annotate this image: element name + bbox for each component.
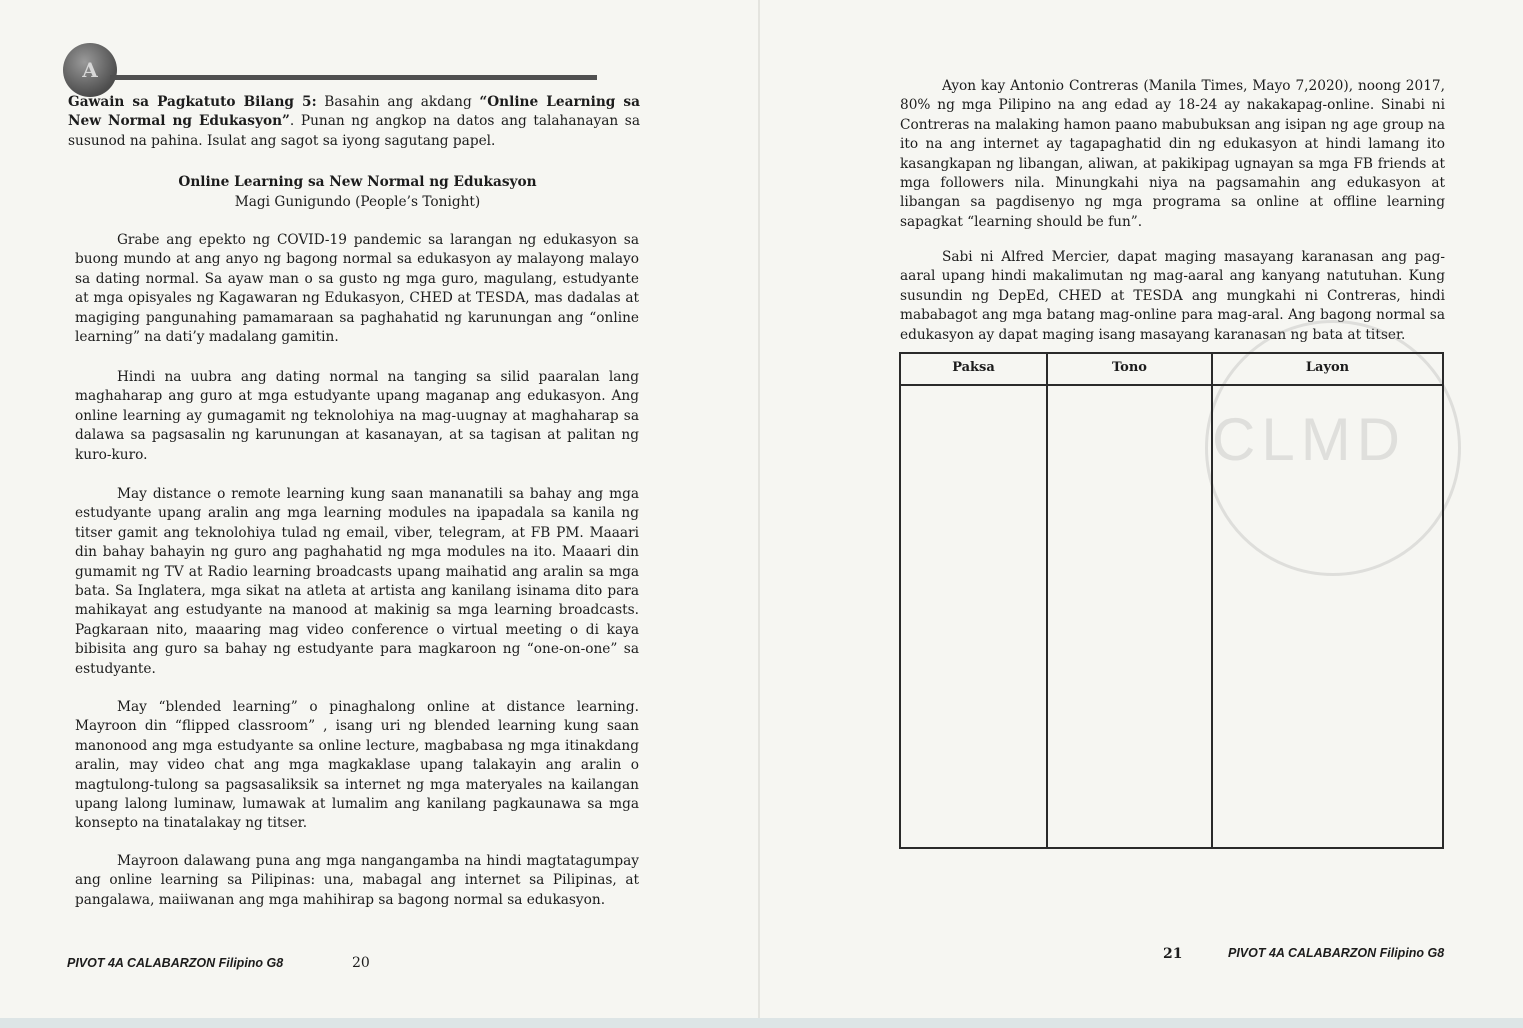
article-paragraph-4: May “blended learning” o pinaghalong online at distance learning. Mayroon din “flipped classroom” , isang uri ng blended learning kung saan manonood ang mga estudyante sa online lecture, magbabasa ng mga itinakdang aralin, may video chat ang mga magkaklase upang talakayin ang aralin o magtulong-tulong sa pagsasaliksik sa internet ng mga materyales na kailangan upang lalong luminaw, lumawak at lumalim ang kanilang pagkaunawa sa mga konsepto na tinatalakay ng titser. xyxy=(75,699,639,832)
page-bottom-edge xyxy=(0,1018,1523,1028)
answer-table xyxy=(899,352,1444,849)
right-footer-label: PIVOT 4A CALABARZON Filipino G8 xyxy=(1228,946,1445,960)
clmd-watermark-text: CLMD xyxy=(1212,406,1407,473)
right-paragraph-1: Ayon kay Antonio Contreras (Manila Times, Mayo 7,2020), noong 2017, 80% ng mga Pilipino na ang edad ay 18-24 ay nakakapag-online. Sinabi ni Contreras na malaking hamon paano mabubuksan ang isipan ng age group na ito na ang internet ay tagapaghatid din ng edukasyon at hindi lamang ito kasangkapan ng libangan, aliwan, at pakikipag ugnayan sa mga FB friends at mga followers nila. Minungkahi niya na pagsamahin ang edukasyon at libangan sa pagdisenyo ng mga programa sa online at offline learning sapagkat “learning should be fun”. xyxy=(900,78,1445,230)
table-column-divider xyxy=(1046,354,1048,847)
article-paragraph-5: Mayroon dalawang puna ang mga nangangamba na hindi magtatagumpay ang online learning sa Pilipinas: una, mabagal ang internet sa Pilipinas, at pangalawa, maiiwanan ang mga mahihirap sa bagong normal sa edukasyon. xyxy=(75,853,639,908)
article-title: Online Learning sa New Normal ng Edukasyon xyxy=(178,174,537,190)
table-header-layon: Layon xyxy=(1305,360,1350,375)
right-page-number: 21 xyxy=(1163,946,1183,962)
left-page-number: 20 xyxy=(352,955,370,971)
table-cell-paksa[interactable] xyxy=(903,388,1044,845)
section-letter-badge xyxy=(63,43,117,97)
article-author: Magi Gunigundo (People’s Tonight) xyxy=(234,194,481,210)
article-paragraph-3: May distance o remote learning kung saan mananatili sa bahay ang mga estudyante upang aralin ang mga learning modules na ipapadala sa kanila ng titser gamit ang teknolohiya tulad ng email, viber, telegram, at FB PM. Maaari din bahay bahayin ng guro ang paghahatid ng mga modules na ito. Maaari din gumamit ng TV at Radio learning broadcasts upang maihatid ang aralin sa mga bata. Sa Inglatera, mga sikat na atleta at artista ang kanilang isinama dito para mahikayat ang estudyante na manood at makinig sa mga learning broadcasts. Pagkaraan nito, maaaring mag video conference o virtual meeting o di kaya bibisita ang guro sa bahay ng estudyante para magkaroon ng “one-on-one” sa estudyante. xyxy=(75,486,639,677)
article-paragraph-2: Hindi na uubra ang dating normal na tanging sa silid paaralan lang maghaharap ang guro at mga estudyante upang maganap ang edukasyon. Ang online learning ay gumagamit ng teknolohiya na mag-uugnay at maghaharap sa dalawa sa pagsasalin ng karunungan at kasanayan, at sa tagisan at palitan ng kuro-kuro. xyxy=(75,369,639,463)
activity-label: Gawain sa Pagkatuto Bilang 5: xyxy=(68,94,317,110)
table-cell-layon[interactable] xyxy=(1215,388,1440,845)
left-footer-label: PIVOT 4A CALABARZON Filipino G8 xyxy=(67,956,284,970)
table-header-paksa: Paksa xyxy=(952,360,995,375)
activity-instruction xyxy=(68,93,640,151)
instruction-text-before: Basahin ang akdang xyxy=(316,94,480,110)
left-page xyxy=(0,0,760,1020)
header-rule xyxy=(110,75,597,80)
article-paragraph-1: Grabe ang epekto ng COVID-19 pandemic sa larangan ng edukasyon sa buong mundo at ang anyo ng bagong normal sa edukasyon ay malayong malayo sa dating normal. Sa ayaw man o sa gusto ng mga guro, magulang, estudyante at mga opisyales ng Kagawaran ng Edukasyon, CHED at TESDA, mas dadalas at magiging pangunahing pamamaraan sa paghahatid ng karunungan ang “online learning” na dati’y madalang gamitin. xyxy=(75,232,639,346)
badge-letter: A xyxy=(82,58,98,82)
table-header-line xyxy=(901,384,1442,386)
table-column-divider xyxy=(1211,354,1213,847)
table-header-tono: Tono xyxy=(1112,360,1147,375)
activity-work-title: “Online Learning sa New Normal ng Edukasyon” xyxy=(68,94,641,130)
table-cell-tono[interactable] xyxy=(1050,388,1209,845)
instruction-text-after: . Punan ng angkop na datos ang talahanayan sa susunod na pahina. Isulat ang sagot sa iyong sagutang papel. xyxy=(68,113,640,149)
right-paragraph-2: Sabi ni Alfred Mercier, dapat maging masayang karanasan ang pag-aaral upang hindi makalimutan ng mag-aaral ang kanyang natutuhan. Kung susundin ng DepEd, CHED at TESDA ang mungkahi ni Contreras, hindi mababagot ang mga batang mag-online para mag-aral. Ang bagong normal sa edukasyon ay dapat maging isang masayang karanasan ng bata at titser. xyxy=(900,249,1445,343)
